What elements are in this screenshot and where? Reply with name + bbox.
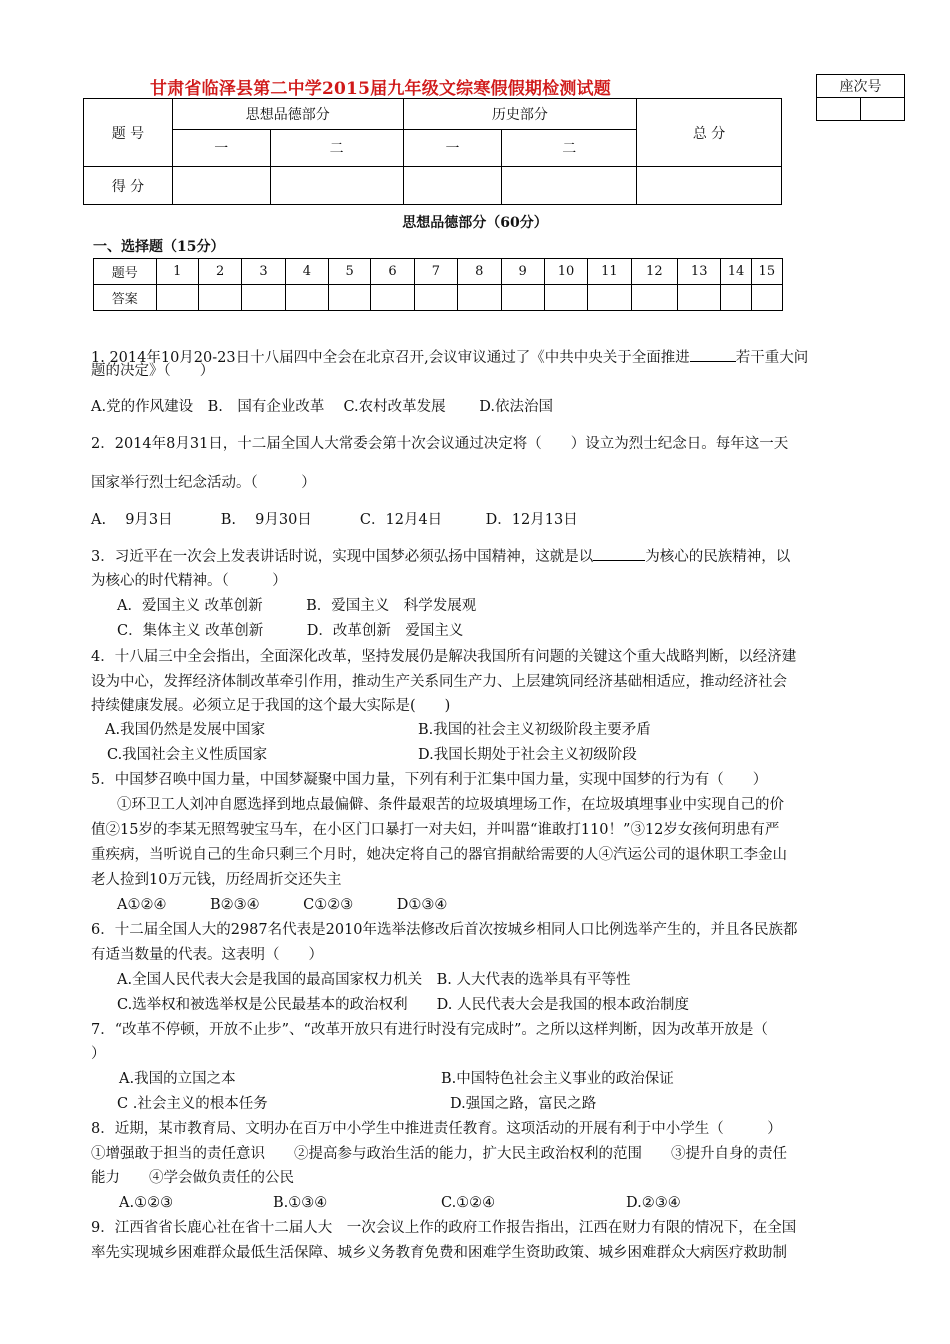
- seat-number-label: 座次号: [817, 75, 905, 98]
- seat-number-cell[interactable]: [817, 98, 861, 121]
- question-4-option-d: D.我国长期处于社会主义初级阶段: [418, 747, 637, 763]
- question-2-options: A. 9月3日 B. 9月30日 C．12月4日 D．12月13日: [91, 512, 578, 528]
- answer-cell[interactable]: [458, 285, 501, 311]
- fill-blank[interactable]: [593, 560, 645, 561]
- answer-number: 1: [156, 259, 198, 285]
- question-8-option-d: D.②③④: [626, 1195, 681, 1211]
- answer-cell[interactable]: [242, 285, 285, 311]
- question-5-line: 值②15岁的李某无照驾驶宝马车，在小区门口暴打一对夫妇，并叫嚣“谁敢打110！”③12岁女孩何玥患有严: [91, 822, 780, 838]
- score-cell-total[interactable]: [637, 167, 782, 205]
- question-8-option-a: A.①②③: [119, 1195, 174, 1211]
- seat-number-box: [816, 74, 905, 121]
- answer-cell[interactable]: [544, 285, 587, 311]
- question-8-line: 8．近期，某市教育局、文明办在百万中小学生中推进责任教育。这项活动的开展有利于中小学生（ ）: [91, 1121, 782, 1137]
- answer-cell[interactable]: [501, 285, 544, 311]
- question-3-options-ab: A．爱国主义 改革创新 B．爱国主义 科学发展观: [117, 598, 477, 614]
- answer-number: 3: [242, 259, 285, 285]
- score-row-header-number: 题 号: [84, 99, 173, 167]
- part-title: 一、选择题（15分）: [93, 239, 225, 255]
- question-3-line: 3．习近平在一次会上发表讲话时说，实现中国梦必须弘扬中国精神，这就是以 为核心的民族精神，以: [91, 549, 791, 565]
- score-cell[interactable]: [270, 167, 403, 205]
- score-table: [83, 98, 782, 205]
- question-5-line: 5．中国梦召唤中国力量，中国梦凝聚中国力量，下列有利于汇集中国力量，实现中国梦的行为有（ ）: [91, 772, 768, 788]
- answer-cell[interactable]: [751, 285, 782, 311]
- answer-number: 12: [631, 259, 677, 285]
- answer-number: 14: [721, 259, 751, 285]
- score-row-header-score: 得 分: [84, 167, 173, 205]
- answer-cell[interactable]: [329, 285, 371, 311]
- question-7-option-a: A.我国的立国之本: [119, 1071, 236, 1087]
- score-subcol: 一: [172, 130, 270, 167]
- answer-number: 7: [414, 259, 457, 285]
- answer-cell[interactable]: [371, 285, 414, 311]
- answer-cell[interactable]: [721, 285, 751, 311]
- answer-cell[interactable]: [588, 285, 631, 311]
- answer-number: 15: [751, 259, 782, 285]
- score-cell[interactable]: [502, 167, 637, 205]
- question-4-line: 设为中心，发挥经济体制改革牵引作用，推动生产关系同生产力、上层建筑同经济基础相适应，推动经济社会: [91, 674, 787, 690]
- question-7-line: 7．“改革不停顿，开放不止步”、“改革开放只有进行时没有完成时”。之所以这样判断，因为改革开放是（: [91, 1022, 768, 1038]
- answer-number: 8: [458, 259, 501, 285]
- question-1-line: 1. 2014年10月20-23日十八届四中全会在北京召开,会议审议通过了《中共中央关于全面推进 若干重大问: [91, 350, 809, 366]
- score-subcol: 二: [502, 130, 637, 167]
- answer-number: 4: [285, 259, 328, 285]
- question-8-line: 能力 ④学会做负责任的公民: [91, 1170, 294, 1186]
- question-2-line: 国家举行烈士纪念活动。（ ）: [91, 475, 316, 491]
- question-6-options-cd: C.选举权和被选举权是公民最基本的政治权利 D. 人民代表大会是我国的根本政治制度: [117, 997, 690, 1013]
- score-total-header: 总 分: [637, 99, 782, 167]
- question-5-line: 老人捡到10万元钱，历经周折交还失主: [91, 872, 342, 888]
- question-4-option-a: A.我国仍然是发展中国家: [105, 722, 266, 738]
- score-section-morality: 思想品德部分: [172, 99, 403, 130]
- answer-number: 2: [198, 259, 241, 285]
- question-6-line: 有适当数量的代表。这表明（ ）: [91, 947, 323, 963]
- question-4-line: 持续健康发展。必须立足于我国的这个最大实际是( ): [91, 698, 451, 714]
- answer-number: 10: [544, 259, 587, 285]
- answer-number: 6: [371, 259, 414, 285]
- question-7-option-c: C .社会主义的根本任务: [117, 1096, 268, 1112]
- answer-cell[interactable]: [156, 285, 198, 311]
- answer-cell[interactable]: [198, 285, 241, 311]
- score-section-history: 历史部分: [403, 99, 637, 130]
- answer-number: 5: [329, 259, 371, 285]
- question-1-options: A.党的作风建设 B. 国有企业改革 C.农村改革发展 D.依法治国: [91, 399, 553, 415]
- question-7-option-b: B.中国特色社会主义事业的政治保证: [441, 1071, 674, 1087]
- seat-number-cell[interactable]: [861, 98, 905, 121]
- score-cell[interactable]: [403, 167, 502, 205]
- score-cell[interactable]: [172, 167, 270, 205]
- answer-cell[interactable]: [631, 285, 677, 311]
- question-6-options-ab: A.全国人民代表大会是我国的最高国家权力机关 B. 人大代表的选举具有平等性: [117, 972, 631, 988]
- question-8-line: ①增强敢于担当的责任意识 ②提高参与政治生活的能力，扩大民主政治权利的范围 ③提升自身的责任: [91, 1146, 787, 1162]
- answer-table: [93, 258, 783, 311]
- question-5-line: ①环卫工人刘冲自愿选择到地点最偏僻、条件最艰苦的垃圾填埋场工作，在垃圾填埋事业中实现自己的价: [117, 797, 784, 813]
- question-2-line: 2．2014年8月31日，十二届全国人大常委会第十次会议通过决定将（ ）设立为烈士纪念日。每年这一天: [91, 436, 789, 452]
- page-title: 甘肃省临泽县第二中学2015届九年级文综寒假假期检测试题: [150, 79, 611, 99]
- score-subcol: 二: [270, 130, 403, 167]
- question-3-line: 为核心的时代精神。（ ）: [91, 573, 287, 589]
- section-title: 思想品德部分（60分）: [402, 215, 548, 231]
- answer-number: 11: [588, 259, 631, 285]
- question-4-line: 4．十八届三中全会指出，全面深化改革，坚持发展仍是解决我国所有问题的关键这个重大战略判断，以经济建: [91, 649, 797, 665]
- question-7-line: ）: [91, 1046, 106, 1062]
- question-4-option-c: C.我国社会主义性质国家: [107, 747, 268, 763]
- question-5-line: 重疾病，当听说自己的生命只剩三个月时，她决定将自己的器官捐献给需要的人④汽运公司的退休职工李金山: [91, 847, 787, 863]
- answer-cell[interactable]: [414, 285, 457, 311]
- score-subcol: 一: [403, 130, 502, 167]
- question-5-options: A①②④ B②③④ C①②③ D①③④: [117, 897, 448, 913]
- answer-row-label-answer: 答案: [94, 285, 157, 311]
- question-1-line: 题的决定》（ ）: [91, 363, 215, 379]
- question-7-option-d: D.强国之路，富民之路: [450, 1096, 597, 1112]
- question-8-option-b: B.①③④: [273, 1195, 328, 1211]
- answer-number: 13: [678, 259, 721, 285]
- question-9-line: 9．江西省省长鹿心社在省十二届人大 一次会议上作的政府工作报告指出，江西在财力有限的情况下，在全国: [91, 1220, 797, 1236]
- answer-cell[interactable]: [678, 285, 721, 311]
- question-8-option-c: C.①②④: [441, 1195, 496, 1211]
- answer-number: 9: [501, 259, 544, 285]
- answer-cell[interactable]: [285, 285, 328, 311]
- question-6-line: 6．十二届全国人大的2987名代表是2010年选举法修改后首次按城乡相同人口比例选举产生的，并且各民族都: [91, 922, 798, 938]
- question-9-line: 率先实现城乡困难群众最低生活保障、城乡义务教育免费和困难学生资助政策、城乡困难群众大病医疗救助制: [91, 1245, 787, 1261]
- question-4-option-b: B.我国的社会主义初级阶段主要矛盾: [418, 722, 651, 738]
- question-3-options-cd: C．集体主义 改革创新 D．改革创新 爱国主义: [117, 623, 464, 639]
- answer-row-label-number: 题号: [94, 259, 157, 285]
